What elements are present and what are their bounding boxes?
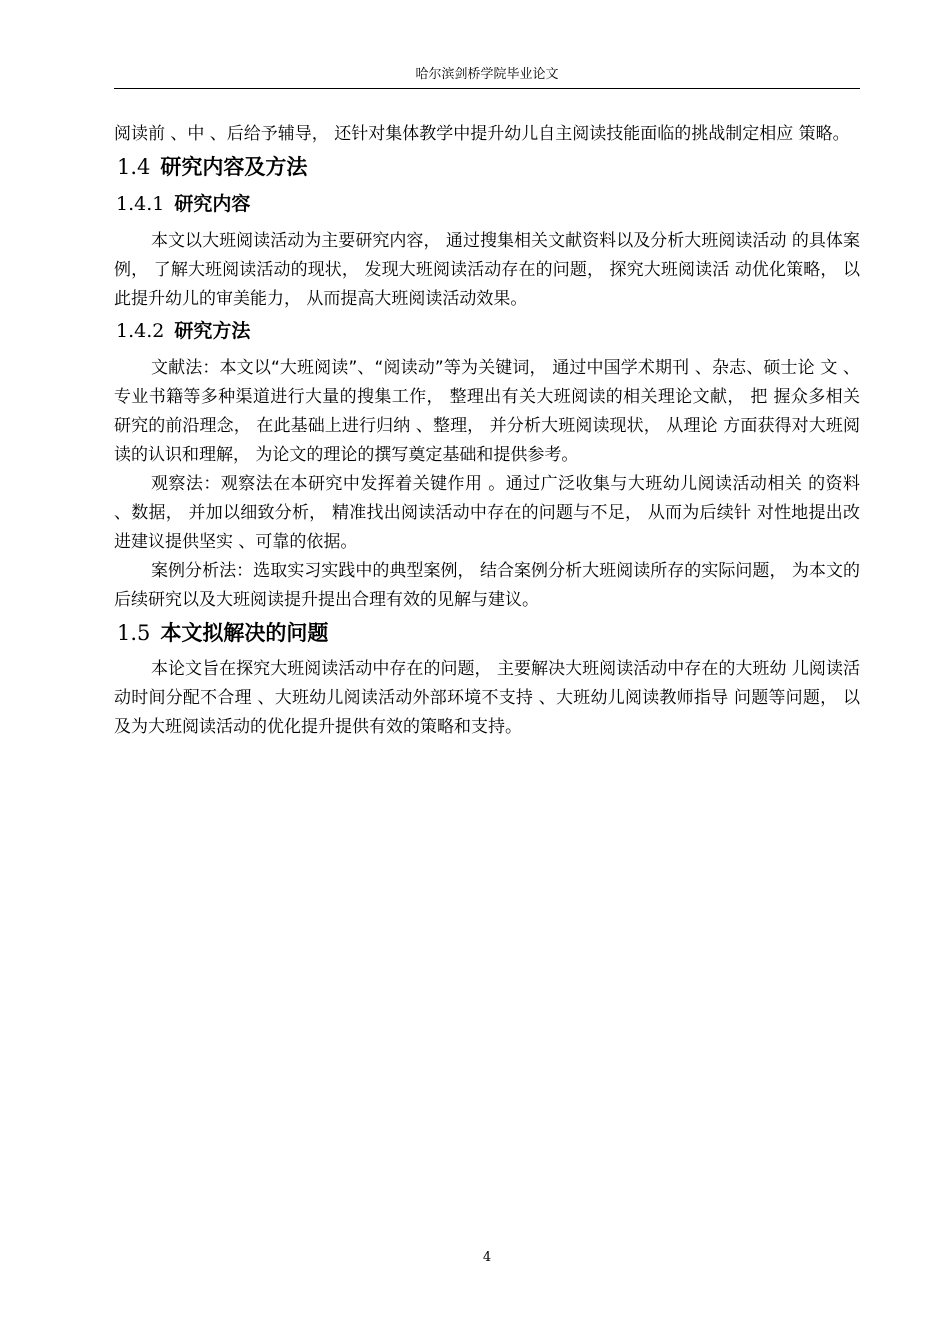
subsection-title: 研究内容 <box>174 193 251 215</box>
section-number: 1.5 <box>117 621 151 645</box>
section-title: 本文拟解决的问题 <box>160 621 329 645</box>
case-analysis-paragraph: 案例分析法：选取实习实践中的典型案例， 结合案例分析大班阅读所存的实际问题， 为本文的后续研究以及大班阅读提升提出合理有效的见解与建议。 <box>114 561 860 610</box>
literature-method-paragraph: 文献法：本文以“大班阅读”、“阅读动”等为关键词， 通过中国学术期刊 、杂志、硕士论 文 、专业书籍等多种渠道进行大量的搜集工作， 整理出有关大班阅读的相关理论文献， 把 握众多相关研究的前沿理念， 在此基础上进行归纳 、整理， 并分析大班阅读现状， 从理论 方面获得对大班阅读的认识和理解， 为论文的理论的撰写奠定基础和提供参考。 <box>114 358 860 465</box>
page-number: 4 <box>482 1250 492 1265</box>
page-content <box>114 120 860 742</box>
problems-paragraph: 本论文旨在探究大班阅读活动中存在的问题， 主要解决大班阅读活动中存在的大班幼 儿阅读活动时间分配不合理 、大班幼儿阅读活动外部环境不支持 、大班幼儿阅读教师指导 问题等问题， 以及为大班阅读活动的优化提升提供有效的策略和支持。 <box>114 659 860 737</box>
research-content-paragraph: 本文以大班阅读活动为主要研究内容， 通过搜集相关文献资料以及分析大班阅读活动 的具体案例， 了解大班阅读活动的现状， 发现大班阅读活动存在的问题， 探究大班阅读活 动优化策略， 以此提升幼儿的审美能力， 从而提高大班阅读活动效果。 <box>114 231 860 309</box>
page-header: 哈尔滨剑桥学院毕业论文 <box>415 67 559 82</box>
subsection-number: 1.4.2 <box>116 320 165 342</box>
section-number: 1.4 <box>117 155 151 179</box>
subsection-heading-1-4-1 <box>114 189 860 219</box>
observation-method-paragraph: 观察法：观察法在本研究中发挥着关键作用 。通过广泛收集与大班幼儿阅读活动相关 的资料 、数据， 并加以细致分析， 精准找出阅读活动中存在的问题与不足， 从而为后续针 对性地提出改进建议提供坚实 、可靠的依据。 <box>114 474 860 552</box>
section-heading-1-4 <box>114 151 860 183</box>
subsection-heading-1-4-2 <box>114 316 860 346</box>
section-title: 研究内容及方法 <box>160 155 308 179</box>
header-rule <box>114 88 860 89</box>
intro-paragraph: 阅读前 、中 、后给予辅导， 还针对集体教学中提升幼儿自主阅读技能面临的挑战制定相应 策略。 <box>114 124 850 144</box>
section-heading-1-5 <box>114 617 860 649</box>
subsection-number: 1.4.1 <box>116 193 165 215</box>
subsection-title: 研究方法 <box>174 320 251 342</box>
